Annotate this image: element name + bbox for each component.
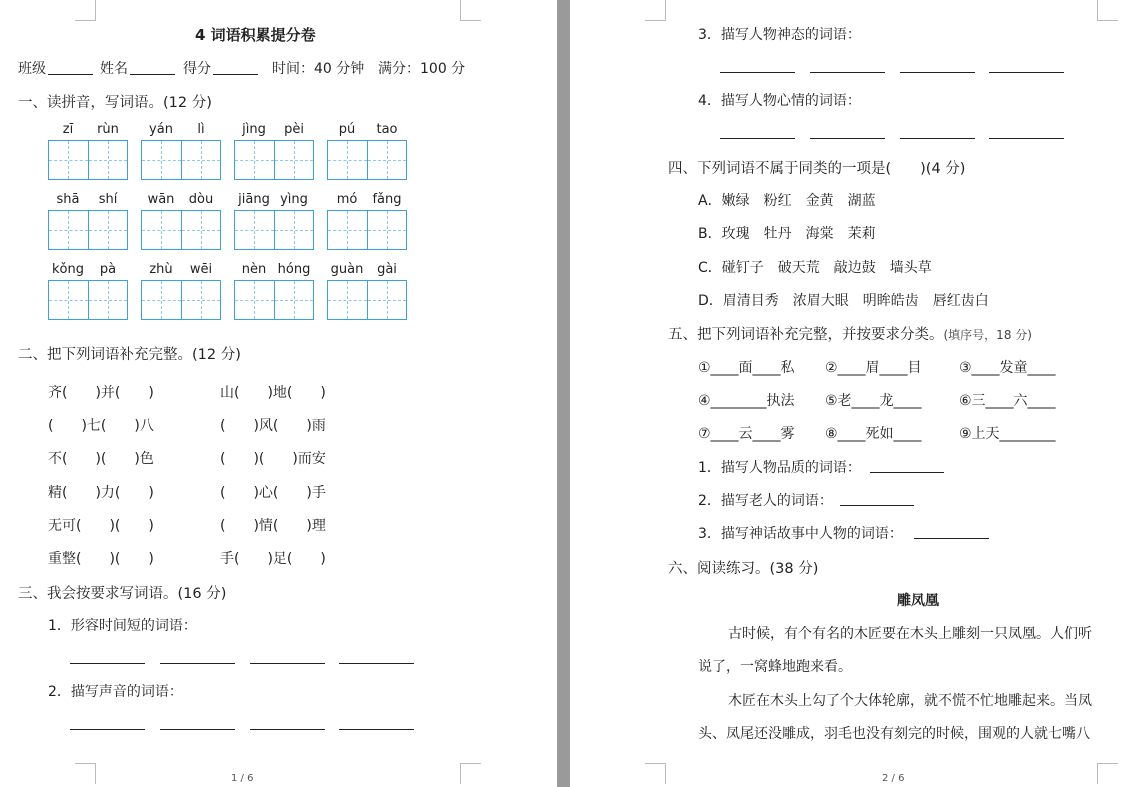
page-number: 1 / 6 — [231, 773, 254, 784]
crop-mark — [1097, 0, 1118, 21]
classify-item-2: 2．描写老人的词语： — [698, 493, 833, 509]
writing-grid[interactable] — [327, 280, 407, 320]
fill-idiom: ( )风( )雨 — [220, 418, 326, 434]
crop-mark — [75, 763, 96, 784]
pinyin-label: wān — [147, 192, 175, 207]
option-d: D．眉清目秀 浓眉大眼 明眸皓齿 唇红齿白 — [698, 293, 989, 309]
time-label: 时间：40 分钟 — [272, 61, 365, 77]
section-4-heading: 四、下列词语不属于同类的一项是( )(4 分) — [668, 161, 966, 177]
fill-idiom: 齐( )并( ) — [48, 385, 154, 401]
writing-cell[interactable] — [368, 141, 407, 179]
section-5-heading-text: 五、把下列词语补充完整，并按要求分类。 — [668, 327, 944, 343]
answer-blank[interactable] — [250, 663, 325, 664]
writing-grid[interactable] — [141, 280, 221, 320]
pinyin-label: jìng — [242, 122, 266, 137]
crop-mark — [645, 0, 666, 21]
name-label: 姓名 — [100, 61, 128, 77]
pinyin-label: mó — [336, 192, 358, 207]
writing-cell[interactable] — [89, 211, 128, 249]
answer-blank[interactable] — [339, 663, 414, 664]
writing-cell[interactable] — [49, 281, 89, 319]
full-score-label: 满分：100 分 — [378, 61, 466, 77]
crop-mark — [75, 0, 96, 21]
pinyin-label: jiāng — [238, 192, 270, 207]
writing-grid[interactable] — [234, 210, 314, 250]
answer-blank[interactable] — [870, 472, 944, 473]
answer-blank[interactable] — [160, 729, 235, 730]
answer-blank[interactable] — [720, 72, 795, 73]
idiom-fill: ④________执法 — [698, 393, 795, 409]
pinyin-label: kǒng — [52, 262, 84, 277]
option-a: A．嫩绿 粉红 金黄 湖蓝 — [698, 193, 876, 209]
writing-grid[interactable] — [234, 140, 314, 180]
score-field[interactable] — [213, 74, 258, 75]
class-label: 班级 — [18, 61, 46, 77]
writing-cell[interactable] — [235, 141, 275, 179]
crop-mark — [460, 0, 481, 21]
idiom-fill: ⑨上天________ — [959, 426, 1056, 442]
pinyin-label: fǎng — [372, 192, 402, 207]
pinyin-label: pú — [338, 122, 356, 137]
name-field[interactable] — [130, 74, 175, 75]
fill-idiom: 无可( )( ) — [48, 518, 154, 534]
answer-blank[interactable] — [840, 505, 914, 506]
writing-cell[interactable] — [235, 211, 275, 249]
passage-line: 说了，一窝蜂地跑来看。 — [698, 659, 852, 675]
classify-item-1: 1．描写人物品质的词语： — [698, 460, 861, 476]
writing-grid[interactable] — [234, 280, 314, 320]
writing-grid[interactable] — [141, 140, 221, 180]
writing-cell[interactable] — [368, 281, 407, 319]
writing-cell[interactable] — [89, 141, 128, 179]
writing-cell[interactable] — [49, 211, 89, 249]
answer-blank[interactable] — [900, 72, 975, 73]
writing-cell[interactable] — [142, 211, 182, 249]
section-5-heading — [668, 323, 1032, 344]
writing-cell[interactable] — [182, 281, 221, 319]
idiom-fill: ⑧____死如____ — [825, 426, 922, 442]
section-3-item-3: 3．描写人物神态的词语： — [698, 27, 861, 43]
fill-idiom: ( )( )而安 — [220, 451, 326, 467]
writing-cell[interactable] — [368, 211, 407, 249]
worksheet-page-2 — [570, 0, 1139, 787]
idiom-fill: ⑤老____龙____ — [825, 393, 922, 409]
writing-cell[interactable] — [275, 211, 314, 249]
writing-cell[interactable] — [142, 141, 182, 179]
writing-cell[interactable] — [142, 281, 182, 319]
crop-mark — [645, 763, 666, 784]
answer-blank[interactable] — [70, 729, 145, 730]
fill-idiom: 重整( )( ) — [48, 551, 154, 567]
writing-cell[interactable] — [235, 281, 275, 319]
crop-mark — [460, 763, 481, 784]
pinyin-label: zhù — [149, 262, 173, 277]
worksheet-page-1 — [0, 0, 557, 787]
answer-blank[interactable] — [70, 663, 145, 664]
pinyin-label: lì — [197, 122, 205, 137]
score-label: 得分 — [183, 61, 211, 77]
fill-idiom: 不( )( )色 — [48, 451, 154, 467]
pinyin-label: guàn — [330, 262, 364, 277]
idiom-fill: ①____面____私 — [698, 360, 795, 376]
answer-blank[interactable] — [900, 138, 975, 139]
section-3-heading: 三、我会按要求写词语。(16 分) — [18, 586, 227, 602]
fill-idiom: 山( )地( ) — [220, 385, 326, 401]
writing-grid[interactable] — [141, 210, 221, 250]
section-1-heading: 一、读拼音，写词语。(12 分) — [18, 95, 212, 111]
option-c: C．碰钉子 破天荒 敲边鼓 墙头草 — [698, 260, 932, 276]
answer-blank[interactable] — [250, 729, 325, 730]
pinyin-label: tao — [376, 122, 398, 137]
writing-cell[interactable] — [275, 281, 314, 319]
writing-cell[interactable] — [328, 211, 368, 249]
page-number: 2 / 6 — [882, 773, 905, 784]
pinyin-label: hóng — [277, 262, 311, 277]
passage-line: 古时候，有个有名的木匠要在木头上雕刻一只凤凰。人们听 — [728, 626, 1092, 642]
pinyin-label: rùn — [97, 122, 119, 137]
pinyin-label: zī — [62, 122, 74, 137]
crop-mark — [1097, 763, 1118, 784]
section-2-heading: 二、把下列词语补充完整。(12 分) — [18, 347, 241, 363]
answer-blank[interactable] — [339, 729, 414, 730]
passage-line: 头、凤尾还没雕成，羽毛也没有刻完的时候，围观的人就七嘴八 — [698, 726, 1090, 742]
class-field[interactable] — [48, 74, 93, 75]
writing-cell[interactable] — [328, 141, 368, 179]
writing-grid[interactable] — [48, 140, 128, 180]
answer-blank[interactable] — [810, 72, 885, 73]
writing-cell[interactable] — [328, 281, 368, 319]
answer-blank[interactable] — [989, 138, 1064, 139]
fill-idiom: 手( )足( ) — [220, 551, 326, 567]
writing-cell[interactable] — [182, 211, 221, 249]
passage-line: 木匠在木头上勾了个大体轮廓，就不慌不忙地雕起来。当凤 — [728, 693, 1092, 709]
pinyin-label: yìng — [280, 192, 308, 207]
writing-grid[interactable] — [327, 140, 407, 180]
pinyin-label: shā — [56, 192, 80, 207]
pinyin-label: pèi — [284, 122, 304, 137]
idiom-fill: ⑦____云____雾 — [698, 426, 795, 442]
worksheet-title: 4 词语积累提分卷 — [195, 26, 316, 44]
writing-cell[interactable] — [89, 281, 128, 319]
writing-grid[interactable] — [48, 210, 128, 250]
writing-cell[interactable] — [182, 141, 221, 179]
idiom-fill: ②____眉____目 — [825, 360, 922, 376]
idiom-fill: ⑥三____六____ — [959, 393, 1056, 409]
passage-title: 雕凤凰 — [897, 593, 939, 609]
answer-blank[interactable] — [914, 538, 989, 539]
writing-grid[interactable] — [327, 210, 407, 250]
section-3-item-2: 2．描写声音的词语： — [48, 684, 183, 700]
pinyin-label: shí — [98, 192, 118, 207]
section-3-item-4: 4．描写人物心情的词语： — [698, 93, 861, 109]
pinyin-label: yán — [149, 122, 173, 137]
pinyin-label: wēi — [189, 262, 213, 277]
option-b: B．玫瑰 牡丹 海棠 茉莉 — [698, 226, 876, 242]
writing-grid[interactable] — [48, 280, 128, 320]
fill-idiom: ( )心( )手 — [220, 485, 326, 501]
fill-idiom: ( )情( )理 — [220, 518, 326, 534]
pinyin-label: nèn — [241, 262, 267, 277]
answer-blank[interactable] — [720, 138, 795, 139]
writing-cell[interactable] — [49, 141, 89, 179]
section-5-note: (填序号，18 分) — [943, 328, 1032, 342]
answer-blank[interactable] — [160, 663, 235, 664]
fill-idiom: ( )七( )八 — [48, 418, 154, 434]
pinyin-label: pà — [99, 262, 117, 277]
section-6-heading: 六、阅读练习。(38 分) — [668, 561, 819, 577]
pinyin-label: dòu — [188, 192, 214, 207]
writing-cell[interactable] — [275, 141, 314, 179]
section-3-item-1: 1．形容时间短的词语： — [48, 618, 197, 634]
answer-blank[interactable] — [989, 72, 1064, 73]
fill-idiom: 精( )力( ) — [48, 485, 154, 501]
idiom-fill: ③____发童____ — [959, 360, 1056, 376]
answer-blank[interactable] — [810, 138, 885, 139]
pinyin-label: gài — [377, 262, 397, 277]
classify-item-3: 3．描写神话故事中人物的词语： — [698, 526, 903, 542]
